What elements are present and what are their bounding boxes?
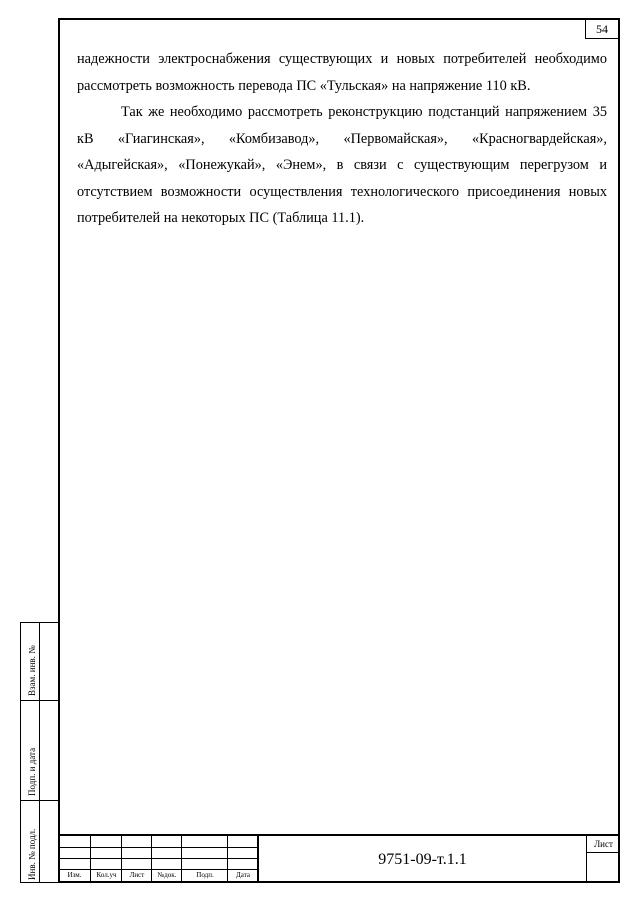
paragraph-1: надежности электроснабжения существующих и новых потребителей необходимо рассмотреть возможность перевода ПС «Тульская» на напряжение 110 кВ.	[77, 51, 607, 94]
stamp-podp-data	[21, 701, 59, 801]
sheet-box	[586, 836, 620, 883]
page-number: 54	[585, 20, 618, 39]
title-block	[58, 834, 620, 883]
sheet-label: Лист	[587, 836, 620, 853]
stamp-vzam-inv-label: Взам. инв. №	[27, 645, 37, 696]
revision-grid	[58, 836, 258, 883]
header-list: Лист	[129, 871, 145, 879]
header-izm: Изм.	[67, 871, 82, 879]
page-frame	[58, 18, 620, 883]
stamp-podp-data-label: Подп. и дата	[27, 747, 37, 796]
stamp-vzam-inv	[21, 623, 59, 701]
body-text	[77, 46, 607, 232]
header-podp: Подп.	[196, 871, 214, 879]
header-ndok: №док.	[157, 871, 177, 879]
header-data: Дата	[236, 871, 250, 879]
stamp-inv-podl	[21, 801, 59, 884]
paragraph-2: Так же необходимо рассмотреть реконструкцию подстанций напряжением 35 кВ «Гиагинская», «Комбизавод», «Первомайская», «Красногвардейская», «Адыгейская», «Понежукай», «Энем», в связи с существующим перегрузом и отсутствием возможности осуществления технологического присоединения новых потребителей на некоторых ПС (Таблица 11.1).	[77, 104, 607, 226]
document-code: 9751-09-т.1.1	[258, 836, 586, 883]
margin-stamp	[20, 622, 58, 883]
stamp-inv-podl-label: Инв. № подл.	[27, 828, 37, 880]
header-kol-uch: Кол.уч	[96, 871, 117, 879]
